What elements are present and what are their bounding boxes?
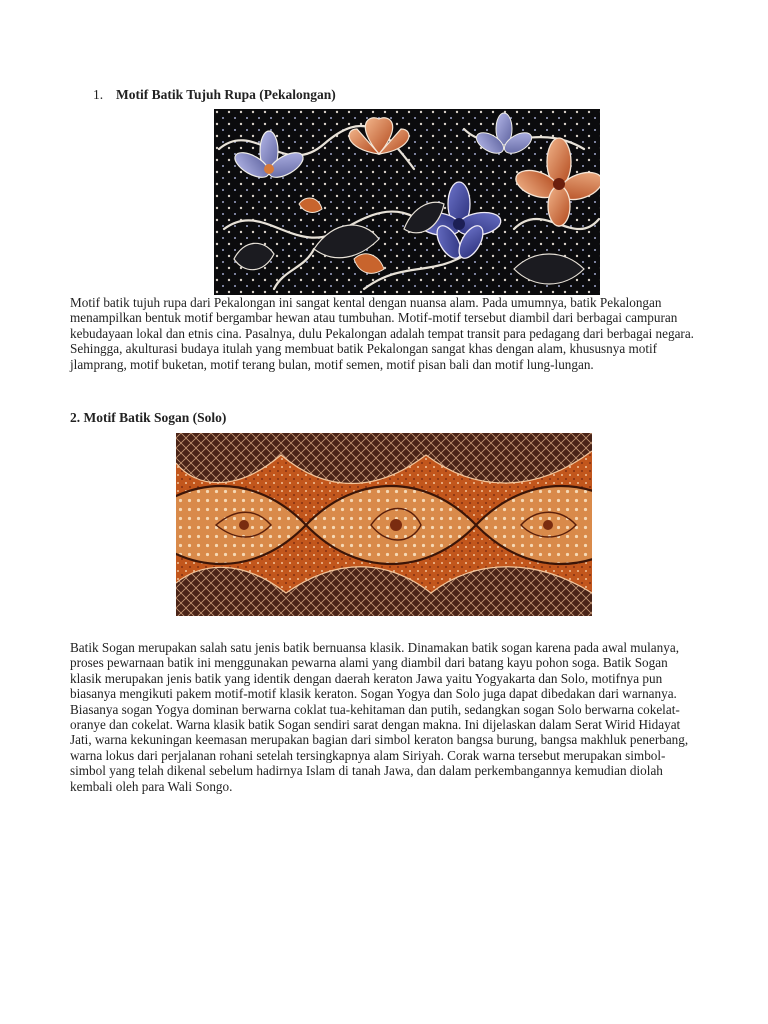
- section-2-paragraph: Batik Sogan merupakan salah satu jenis batik bernuansa klasik. Dinamakan batik sogan karena pada awal mulanya, proses pewarnaan batik ini menggunakan pewarna alami yang diambil dari batang kayu pohon soga. Batik Sogan klasik merupakan jenis batik yang identik dengan daerah keraton Jawa yaitu Yogyakarta dan Solo, motifnya pun biasanya mengikuti pakem motif-motif klasik keraton. Sogan Yogya dan Solo juga dapat dibedakan dari warnanya. Biasanya sogan Yogya dominan berwarna coklat tua-kehitaman dan putih, sedangkan sogan Solo berwarna cokelat-oranye dan cokelat. Warna klasik batik Sogan sendiri sarat dengan makna. Ini dijelaskan dalam Serat Wirid Hidayat Jati, warna kekuningan keemasan merupakan bagian dari simbol keraton bangsa burung, bangsa makhluk penerbang, warna lokus dari perjalanan rohani setelah tersingkapnya alam Siriyah. Corak warna tersebut merupakan simbol-simbol yang telah dikenal sebelum hadirnya Islam di tanah Jawa, dan dalam perkembangannya kemudian diolah kembali oleh para Wali Songo.: [70, 640, 689, 794]
- section-2-heading: 2. Motif Batik Sogan (Solo): [70, 410, 227, 425]
- list-number: 1.: [93, 87, 104, 102]
- section-1-paragraph: Motif batik tujuh rupa dari Pekalongan ini sangat kental dengan nuansa alam. Pada umumnya, batik Pekalongan menampilkan bentuk motif bergambar hewan atau tumbuhan. Motif-motif tersebut diambil dari berbagai campuran kebudayaan lokal dan etnis cina. Pasalnya, dulu Pekalongan adalah tempat transit para pedagang dari berbagai negara. Sehingga, akulturasi budaya itulah yang membuat batik Pekalongan sangat khas dengan alam, khususnya motif jlamprang, motif buketan, motif terang bulan, motif semen, motif pisan bali dan motif lung-lungan.: [70, 295, 694, 372]
- batik-tujuh-rupa-image: [214, 109, 600, 295]
- batik-sogan-image: [176, 433, 592, 616]
- section-1-heading: [93, 87, 336, 103]
- section-1-title: Motif Batik Tujuh Rupa (Pekalongan): [116, 87, 336, 102]
